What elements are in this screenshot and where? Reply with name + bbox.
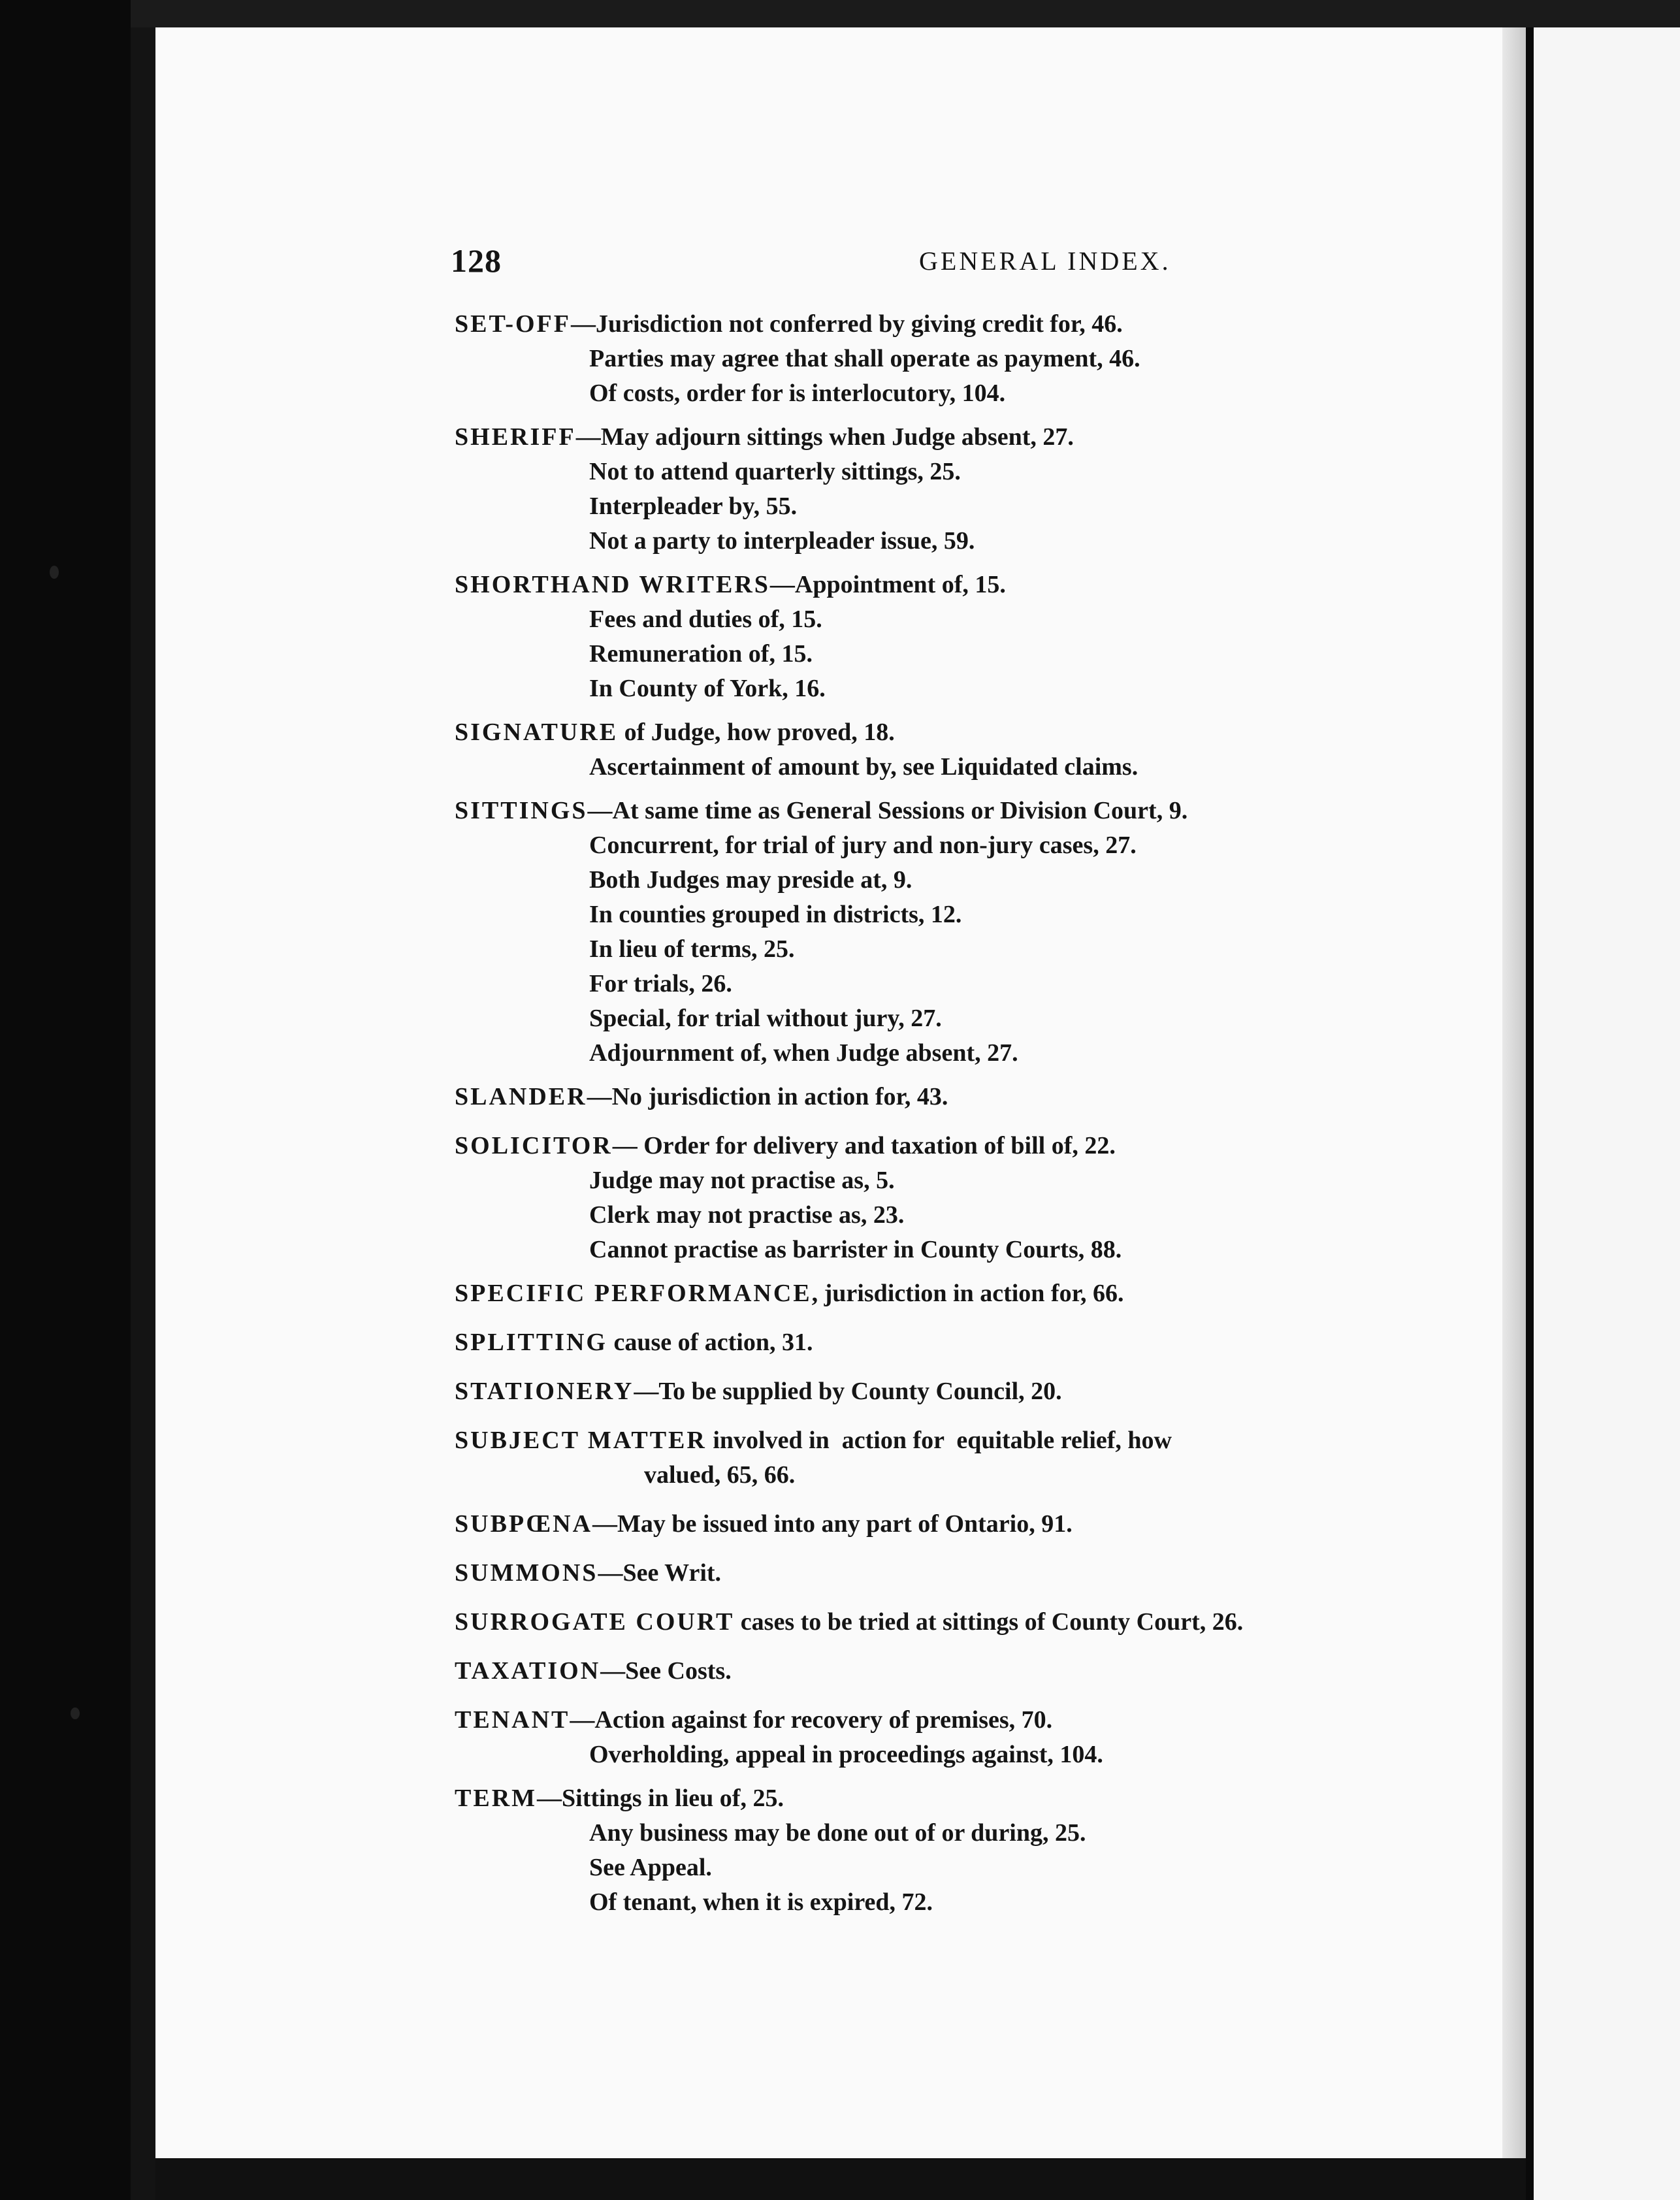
page-number: 128 [451, 242, 502, 279]
entry-heading: SHERIFF [455, 423, 576, 451]
entry-subentry: Ascertainment of amount by, see Liquidated claims. [589, 753, 1139, 781]
entry-subentry: Any business may be done out of or during, 25. [589, 1819, 1086, 1847]
index-entry [455, 1556, 1382, 1591]
index-entry [455, 1276, 1382, 1311]
entry-heading: SET-OFF [455, 310, 571, 338]
scan-speck [71, 1707, 80, 1719]
entry-main-line [455, 1374, 1382, 1409]
entry-main-line [455, 1781, 1382, 1816]
index-entry [455, 1781, 1382, 1920]
entry-heading: STATIONERY [455, 1378, 634, 1405]
entry-main-line [455, 1129, 1382, 1163]
entry-heading: SLANDER [455, 1083, 587, 1110]
entry-heading: SURROGATE COURT [455, 1608, 735, 1636]
index-entry [455, 1423, 1382, 1493]
index-entry [455, 1605, 1382, 1640]
index-entry [455, 794, 1382, 1071]
index-entry [455, 1325, 1382, 1360]
entry-heading: TENANT [455, 1706, 570, 1734]
entry-heading: SUBPŒNA [455, 1510, 593, 1538]
page-fold-shadow [1502, 27, 1526, 2158]
entry-main-line [455, 307, 1382, 342]
entry-subentry: Of costs, order for is interlocutory, 104. [589, 380, 1006, 407]
entry-main-line [455, 1654, 1382, 1689]
entry-heading: SUMMONS [455, 1559, 598, 1587]
entry-heading: SUBJECT MATTER [455, 1427, 707, 1454]
entry-main-line [455, 1423, 1382, 1458]
entry-subentry: Concurrent, for trial of jury and non-jury cases, 27. [589, 832, 1137, 859]
index-list [455, 307, 1382, 1929]
index-entry [455, 568, 1382, 706]
entry-main-line [455, 1507, 1382, 1542]
entry-subentry: Clerk may not practise as, 23. [589, 1201, 905, 1229]
scan-top-edge [131, 0, 1680, 27]
entry-text: —Jurisdiction not conferred by giving credit for, 46. [570, 310, 1123, 338]
entry-text: —May adjourn sittings when Judge absent, 27. [575, 423, 1074, 451]
entry-subentry: See Appeal. [589, 1854, 712, 1881]
entry-heading: SIGNATURE [455, 719, 619, 746]
entry-main-line [455, 1605, 1382, 1640]
index-entry [455, 715, 1382, 785]
running-head: GENERAL INDEX. [919, 246, 1171, 276]
entry-subentry: Both Judges may preside at, 9. [589, 866, 913, 894]
entry-text: —Action against for recovery of premises, 70. [570, 1706, 1053, 1734]
adjacent-page-edge [1534, 27, 1680, 2200]
entry-text: —May be issued into any part of Ontario, 91. [592, 1510, 1073, 1538]
entry-subentry: In lieu of terms, 25. [589, 935, 795, 963]
index-entry [455, 1703, 1382, 1772]
entry-main-line [455, 1080, 1382, 1114]
entry-subentry: Cannot practise as barrister in County Courts, 88. [589, 1236, 1122, 1263]
entry-subentry: Parties may agree that shall operate as payment, 46. [589, 345, 1140, 372]
index-entry [455, 307, 1382, 411]
entry-heading: TAXATION [455, 1657, 601, 1685]
entry-subentry: Judge may not practise as, 5. [589, 1167, 895, 1194]
entry-text: , jurisdiction in action for, 66. [811, 1280, 1124, 1307]
index-entry [455, 420, 1382, 558]
entry-main-line [455, 420, 1382, 455]
entry-text: — Order for delivery and taxation of bill of, 22. [612, 1132, 1116, 1159]
entry-text: —See Writ. [598, 1559, 722, 1587]
entry-text: cause of action, 31. [607, 1329, 813, 1356]
entry-subentry: Interpleader by, 55. [589, 493, 798, 520]
entry-subentry: Adjournment of, when Judge absent, 27. [589, 1039, 1018, 1067]
entry-main-line [455, 1325, 1382, 1360]
entry-text: of Judge, how proved, 18. [618, 719, 895, 746]
entry-subentry: Overholding, appeal in proceedings against, 104. [589, 1741, 1103, 1768]
entry-subentry: Fees and duties of, 15. [589, 606, 822, 633]
entry-subentry: For trials, 26. [589, 970, 732, 997]
index-entry [455, 1507, 1382, 1542]
entry-text: —Sittings in lieu of, 25. [537, 1785, 784, 1812]
entry-continuation: valued, 65, 66. [644, 1461, 796, 1489]
entry-text: —No jurisdiction in action for, 43. [587, 1083, 948, 1110]
entry-subentry: Of tenant, when it is expired, 72. [589, 1888, 933, 1916]
page-header [295, 242, 1471, 287]
entry-subentry: Not a party to interpleader issue, 59. [589, 527, 975, 555]
scan-bottom-shadow [155, 2158, 1526, 2200]
entry-text: —To be supplied by County Council, 20. [634, 1378, 1062, 1405]
entry-heading: SHORTHAND WRITERS [455, 571, 770, 598]
entry-subentry: Remuneration of, 15. [589, 640, 813, 668]
entry-main-line [455, 568, 1382, 602]
entry-subentry: Special, for trial without jury, 27. [589, 1005, 942, 1032]
index-entry [455, 1080, 1382, 1114]
scan-speck [50, 566, 59, 579]
entry-heading: SPLITTING [455, 1329, 607, 1356]
entry-subentry: In counties grouped in districts, 12. [589, 901, 962, 928]
entry-main-line [455, 794, 1382, 828]
entry-text: —Appointment of, 15. [769, 571, 1006, 598]
entry-heading: SOLICITOR [455, 1132, 613, 1159]
entry-text: cases to be tried at sittings of County Court, 26. [734, 1608, 1244, 1636]
index-entry [455, 1654, 1382, 1689]
entry-subentry: Not to attend quarterly sittings, 25. [589, 458, 961, 485]
index-entry [455, 1374, 1382, 1409]
entry-subentry: In County of York, 16. [589, 675, 826, 702]
entry-text: —At same time as General Sessions or Division Court, 9. [587, 797, 1188, 824]
entry-heading: SITTINGS [455, 797, 588, 824]
entry-main-line [455, 715, 1382, 750]
entry-main-line [455, 1276, 1382, 1311]
scan-left-shadow [131, 27, 155, 2200]
entry-text: —See Costs. [600, 1657, 732, 1685]
entry-main-line [455, 1703, 1382, 1738]
index-entry [455, 1129, 1382, 1267]
entry-text: involved in action for equitable relief, how [706, 1427, 1172, 1454]
entry-heading: SPECIFIC PERFORMANCE [455, 1280, 812, 1307]
entry-heading: TERM [455, 1785, 537, 1812]
entry-main-line [455, 1556, 1382, 1591]
